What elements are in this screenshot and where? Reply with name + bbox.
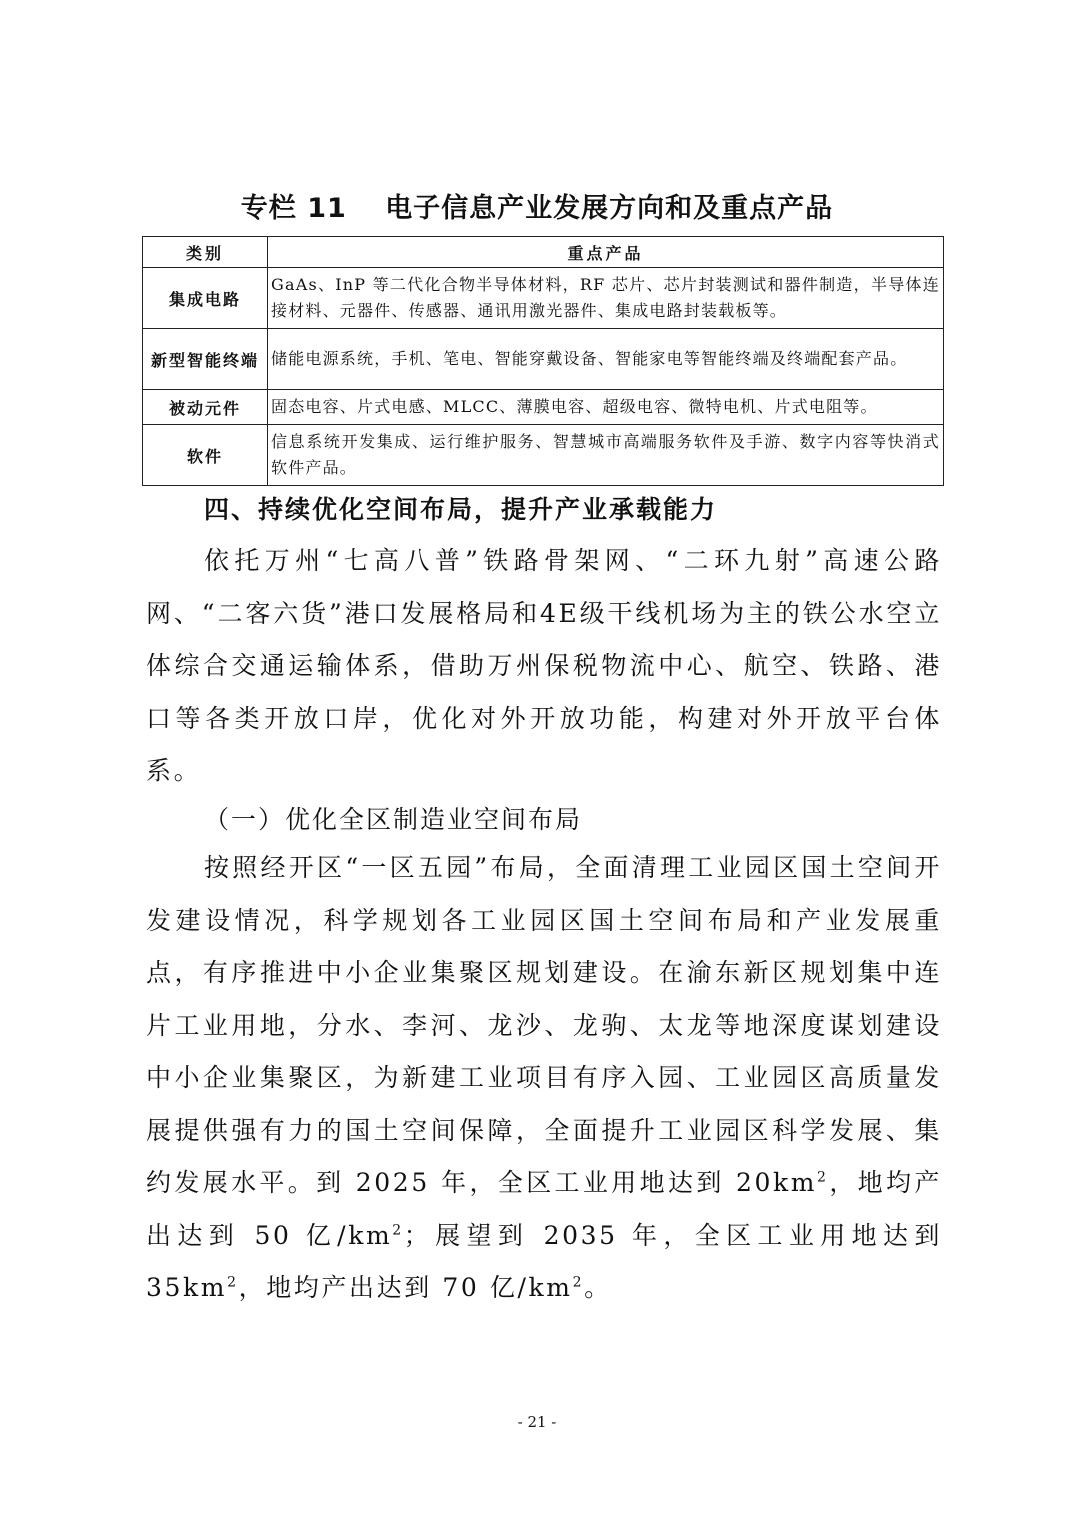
intro-paragraph: 依托万州“七高八普”铁路骨架网、“二环九射”高速公路网、“二客六货”港口发展格局和4E级干线机场为主的铁公水空立体综合交通运输体系，借助万州保税物流中心、航空、铁路、港口等各类开放口岸，优化对外开放功能，构建对外开放平台体系。 (146, 546, 942, 785)
column-label: 专栏 (240, 193, 297, 224)
superscript-2: 2 (227, 1274, 239, 1291)
column-number: 11 (307, 193, 347, 224)
subsection-heading: （一）优化全区制造业空间布局 (204, 805, 583, 834)
category-cell: 集成电路 (143, 268, 268, 329)
body-text-end: 。 (584, 1273, 612, 1302)
superscript-2: 2 (817, 1169, 829, 1186)
products-cell: 固态电容、片式电感、MLCC、薄膜电容、超级电容、微特电机、片式电阻等。 (268, 390, 944, 425)
header-category: 类别 (143, 237, 268, 268)
superscript-2: 2 (392, 1222, 404, 1239)
products-cell: 信息系统开发集成、运行维护服务、智慧城市高端服务软件及手游、数字内容等快消式软件产品。 (268, 425, 944, 486)
category-cell: 新型智能终端 (143, 329, 268, 390)
table-row (143, 425, 944, 486)
body-paragraph (146, 842, 942, 1315)
products-cell: GaAs、InP 等二代化合物半导体材料，RF 芯片、芯片封装测试和器件制造，半导体连接材料、元器件、传感器、通讯用激光器件、集成电路封装载板等。 (268, 268, 944, 329)
page-number: - 21 - (517, 1413, 557, 1431)
header-products: 重点产品 (268, 237, 944, 268)
column-title-text: 电子信息产业发展方向和及重点产品 (385, 193, 834, 224)
section-heading: 四、持续优化空间布局，提升产业承载能力 (204, 495, 718, 524)
column-title (0, 186, 1074, 225)
table-row (143, 268, 944, 329)
category-cell: 软件 (143, 425, 268, 486)
body-text-2035: ；展望到 2035 年，全区工业用地达到 35km (146, 1220, 942, 1302)
superscript-2: 2 (572, 1274, 585, 1291)
category-cell: 被动元件 (143, 390, 268, 425)
body-text-2025: 到 2025 年，全区工业用地达到 20km (316, 1168, 818, 1197)
key-products-table (142, 236, 944, 486)
body-text-output-70: ，地均产出达到 70 亿/km (238, 1273, 573, 1302)
table-header-row (143, 237, 944, 268)
body-text-output-50: ，地均产出达到 50 亿/km (146, 1168, 942, 1250)
products-cell: 储能电源系统，手机、笔电、智能穿戴设备、智能家电等智能终端及终端配套产品。 (268, 329, 944, 390)
table-row (143, 390, 944, 425)
table-row (143, 329, 944, 390)
body-main-text: 按照经开区“一区五园”布局，全面清理工业园区国土空间开发建设情况，科学规划各工业园区国土空间布局和产业发展重点，有序推进中小企业集聚区规划建设。在渝东新区规划集中连片工业用地，分水、李河、龙沙、龙驹、太龙等地深度谋划建设中小企业集聚区，为新建工业项目有序入园、工业园区高质量发展提供强有力的国土空间保障，全面提升工业园区科学发展、集约发展水平。 (146, 853, 942, 1197)
